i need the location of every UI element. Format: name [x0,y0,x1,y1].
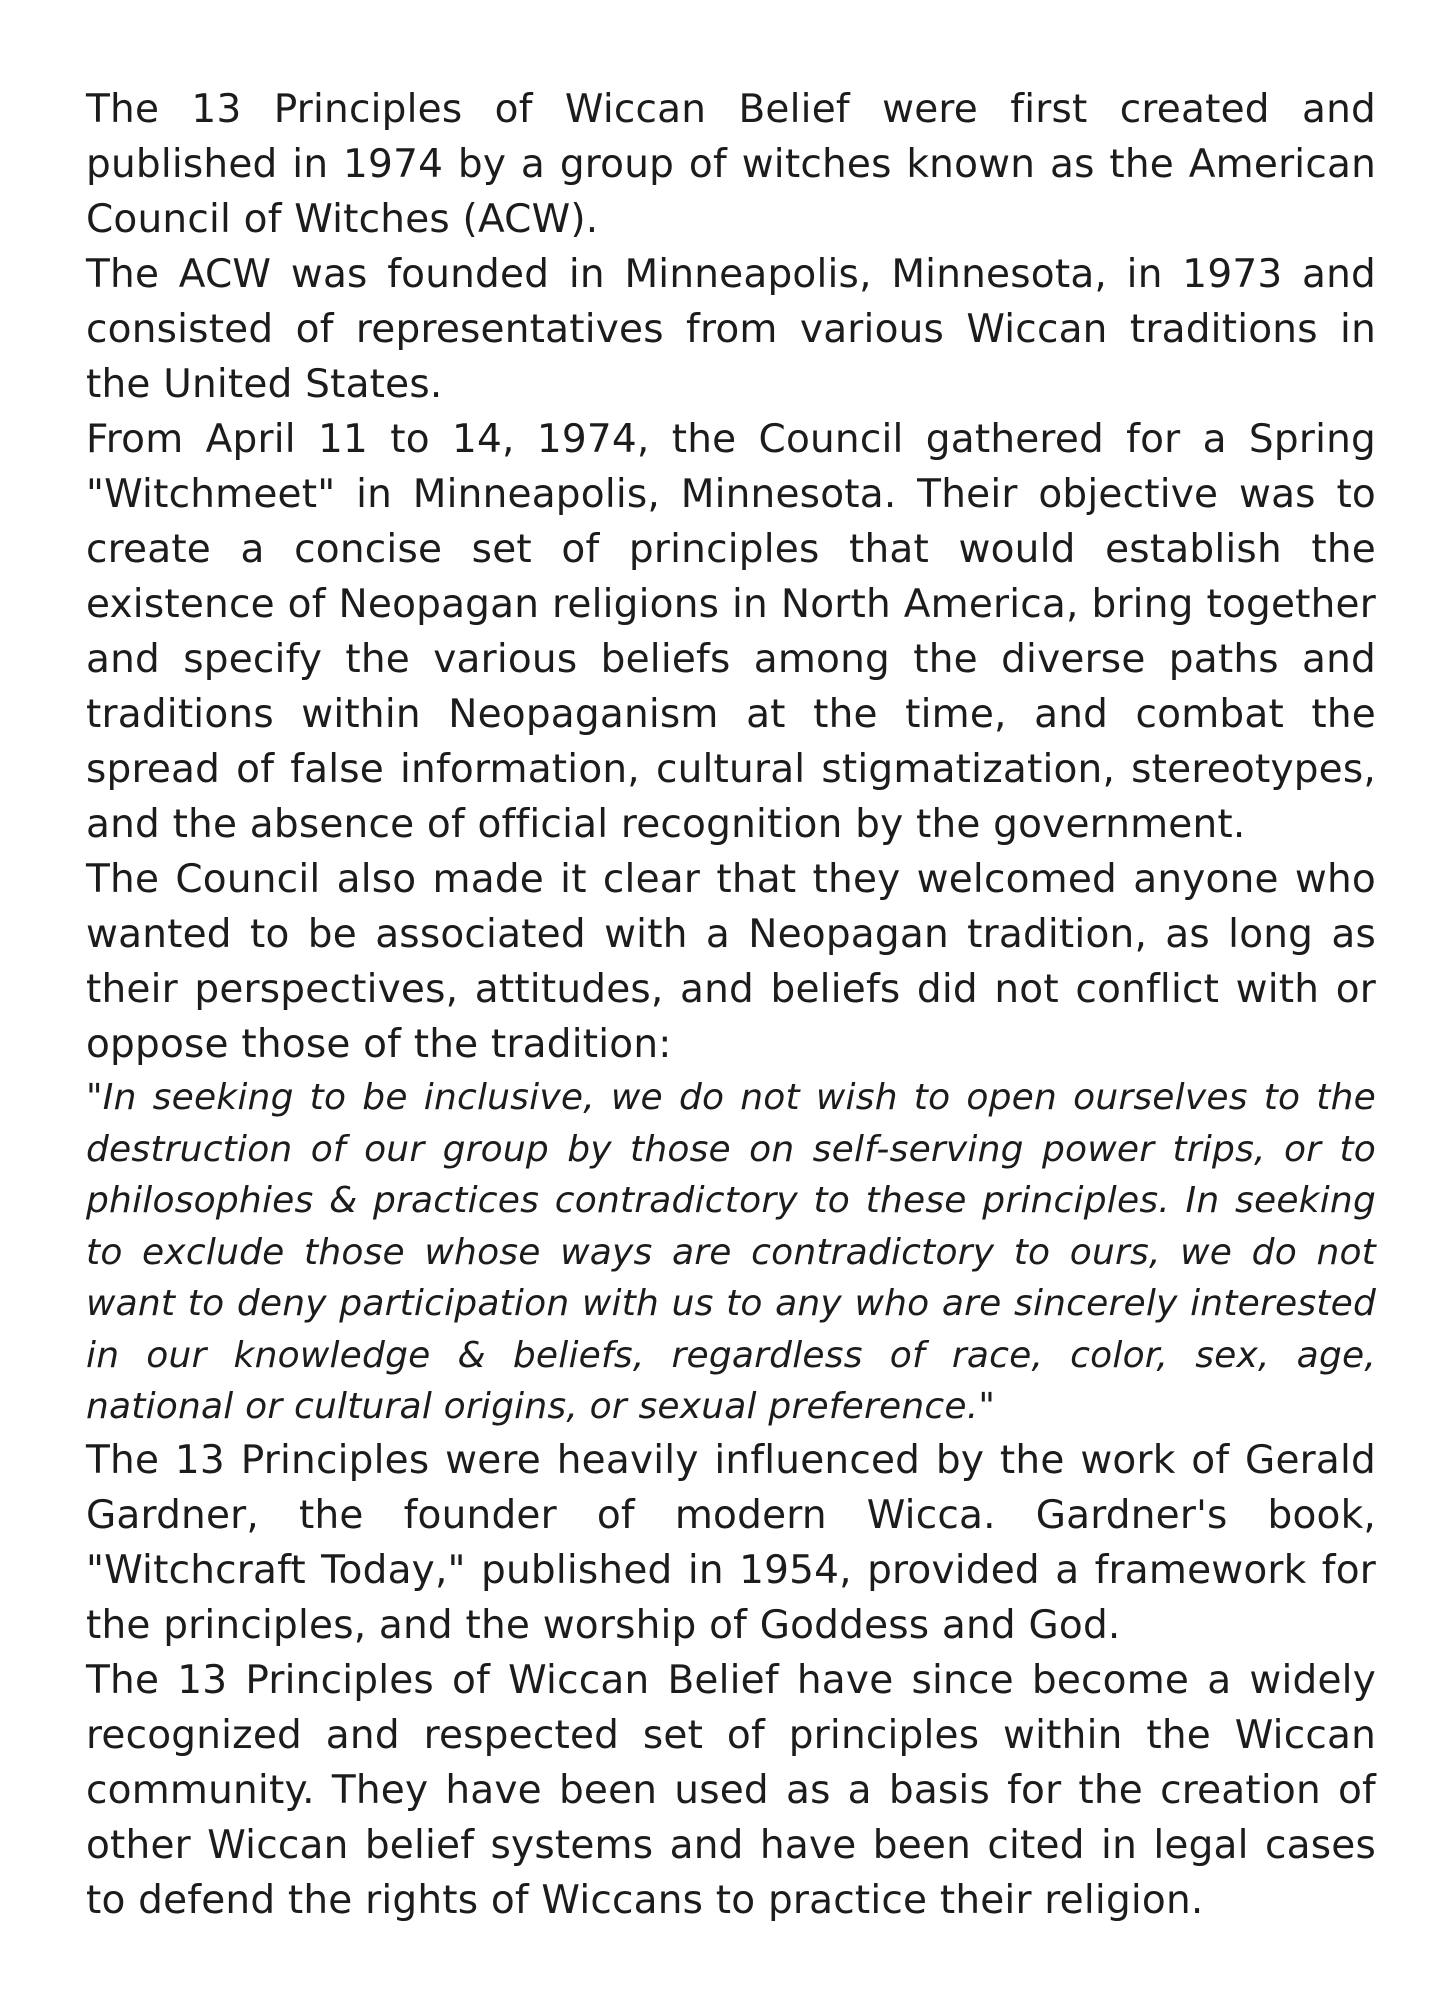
paragraph-gardner-influence: The 13 Principles were heavily influenced by the work of Gerald Gardner, the founder of modern Wicca. Gardner's book, "Witchcraft Today," published in 1954, provided a framework for the principles, and the worship of Goddess and God. [86,1437,1376,1648]
paragraph-acw-founding: The ACW was founded in Minneapolis, Minnesota, in 1973 and consisted of representatives from various Wiccan traditions in the United States. [86,252,1376,407]
paragraph-inclusivity: The Council also made it clear that they welcomed anyone who wanted to be associated with a Neopagan tradition, as long as their perspectives, attitudes, and beliefs did not conflict with or oppose those of the tradition: [86,857,1376,1067]
paragraph-acw-origin: The 13 Principles of Wiccan Belief were first created and published in 1974 by a group of witches known as the American Council of Witches (ACW). [86,87,1376,242]
council-quote: "In seeking to be inclusive, we do not wish to open ourselves to the destruction of our group by those on self-serving power trips, or to philosophies & practices contradictory to these principles. In seeking to exclude those whose ways are contradictory to ours, we do not want to deny participation with us to any who are sincerely interested in our knowledge & beliefs, regardless of race, color, sex, age, national or cultural origins, or sexual preference." [86,1077,1376,1427]
paragraph-legacy: The 13 Principles of Wiccan Belief have since become a widely recognized and respected set of principles within the Wiccan community. They have been used as a basis for the creation of other Wiccan belief systems and have been cited in legal cases to defend the rights of Wiccans to practice their religion. [86,1657,1376,1923]
paragraph-witchmeet: From April 11 to 14, 1974, the Council gathered for a Spring "Witchmeet" in Minneapolis, Minnesota. Their objective was to create a concise set of principles that would establish the existence of Neopagan religions in North America, bring together and specify the various beliefs among the diverse paths and traditions within Neopaganism at the time, and combat the spread of false information, cultural stigmatization, stereotypes, and the absence of official recognition by the government. [86,417,1376,847]
document-body [86,82,1376,1928]
